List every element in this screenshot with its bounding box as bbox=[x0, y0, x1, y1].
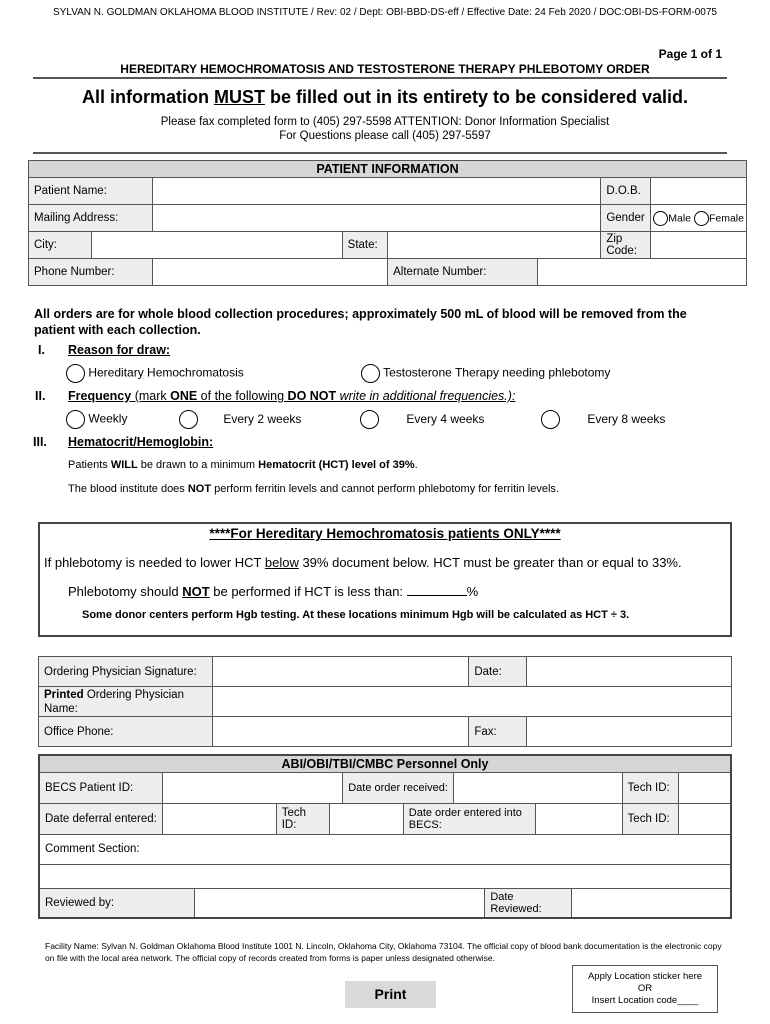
patient-info-table bbox=[28, 160, 747, 286]
frequency-label: Every 8 weeks bbox=[587, 411, 666, 426]
zip-field[interactable] bbox=[651, 232, 747, 259]
becs-patient-id-label: BECS Patient ID: bbox=[39, 772, 162, 803]
mailing-address-label: Mailing Address: bbox=[29, 205, 153, 232]
reason-option-testosterone[interactable] bbox=[361, 364, 610, 383]
phone-label: Phone Number: bbox=[29, 259, 153, 286]
tech-id-field[interactable] bbox=[679, 772, 731, 803]
hemochromatosis-radio[interactable] bbox=[66, 364, 85, 383]
frequency-option-4-weeks[interactable] bbox=[360, 410, 484, 429]
state-field[interactable] bbox=[388, 232, 601, 259]
alternate-number-field[interactable] bbox=[537, 259, 746, 286]
physician-table bbox=[38, 656, 732, 747]
deferral-date-field[interactable] bbox=[162, 803, 276, 834]
reviewed-by-label: Reviewed by: bbox=[39, 888, 195, 918]
physician-signature-field[interactable] bbox=[212, 657, 469, 687]
divider bbox=[33, 77, 727, 79]
tech-id-field[interactable] bbox=[679, 803, 731, 834]
date-received-label: Date order received: bbox=[343, 772, 454, 803]
dob-label: D.O.B. bbox=[601, 178, 651, 205]
section-header: PATIENT INFORMATION bbox=[29, 161, 747, 178]
physician-name-label: Printed Ordering Physician Name: bbox=[39, 687, 213, 717]
zip-label: Zip Code: bbox=[601, 232, 651, 259]
orders-intro: All orders are for whole blood collection procedures; approximately 500 mL of blood will be removed from the patient with each collection. bbox=[34, 307, 687, 337]
hct-threshold-input[interactable] bbox=[407, 583, 467, 596]
frequency-label: Every 2 weeks bbox=[223, 411, 302, 426]
validity-heading: All information MUST be filled out in its entirety to be considered valid. bbox=[81, 87, 689, 107]
alternate-number-label: Alternate Number: bbox=[388, 259, 537, 286]
fax-field[interactable] bbox=[527, 717, 732, 747]
dob-field[interactable] bbox=[651, 178, 747, 205]
patient-name-label: Patient Name: bbox=[29, 178, 153, 205]
section-header: ABI/OBI/TBI/CMBC Personnel Only bbox=[39, 755, 731, 772]
female-radio[interactable] bbox=[694, 211, 709, 226]
frequency-heading: Frequency (mark ONE of the following DO NOT write in additional frequencies.): bbox=[68, 389, 516, 403]
city-field[interactable] bbox=[92, 232, 342, 259]
ferritin-note: The blood institute does NOT perform ferritin levels and cannot perform phlebotomy for ferritin levels. bbox=[68, 483, 559, 495]
section-number: I. bbox=[38, 343, 45, 357]
reason-heading: Reason for draw: bbox=[68, 343, 171, 357]
physician-name-field[interactable] bbox=[212, 687, 731, 717]
patient-name-field[interactable] bbox=[153, 178, 601, 205]
city-label: City: bbox=[29, 232, 92, 259]
tech-id-label: Tech ID: bbox=[622, 803, 679, 834]
hematocrit-heading: Hematocrit/Hemoglobin: bbox=[68, 435, 214, 449]
female-label: Female bbox=[708, 211, 744, 224]
male-radio[interactable] bbox=[653, 211, 668, 226]
reason-label: Testosterone Therapy needing phlebotomy bbox=[383, 365, 611, 380]
facility-footer: Facility Name: Sylvan N. Goldman Oklahoma Blood Institute 1001 N. Lincoln, Oklahoma City, Oklahoma 73104. The official copy of blood bank documentation is the electronic copy on file with the local area network. The official copy of records created from forms is paper unless designated otherwise. bbox=[45, 941, 722, 963]
location-sticker-box[interactable] bbox=[572, 965, 718, 1013]
section-number: III. bbox=[33, 435, 47, 449]
section-number: II. bbox=[35, 389, 46, 403]
document-control-line: SYLVAN N. GOLDMAN OKLAHOMA BLOOD INSTITUTE / Rev: 02 / Dept: OBI-BBD-DS-eff / Effective Date: 24 Feb 2020 / DOC:OBI-DS-FORM-0075 bbox=[53, 7, 717, 18]
hct-lower-instruction: If phlebotomy is needed to lower HCT below 39% document below. HCT must be greater than or equal to 33%. bbox=[44, 555, 682, 570]
reviewed-by-field[interactable] bbox=[195, 888, 485, 918]
testosterone-radio[interactable] bbox=[361, 364, 380, 383]
date-reviewed-label: Date Reviewed: bbox=[485, 888, 572, 918]
frequency-label: Every 4 weeks bbox=[406, 411, 485, 426]
every-4-weeks-radio[interactable] bbox=[360, 410, 379, 429]
male-label: Male bbox=[668, 211, 692, 224]
print-button[interactable]: Print bbox=[345, 981, 436, 1008]
gender-label: Gender bbox=[601, 205, 651, 232]
becs-patient-id-field[interactable] bbox=[162, 772, 342, 803]
every-2-weeks-radio[interactable] bbox=[179, 410, 198, 429]
reason-label: Hereditary Hemochromatosis bbox=[88, 365, 244, 380]
every-8-weeks-radio[interactable] bbox=[541, 410, 560, 429]
date-received-field[interactable] bbox=[453, 772, 622, 803]
becs-entry-date-label: Date order entered into BECS: bbox=[403, 803, 535, 834]
deferral-date-label: Date deferral entered: bbox=[39, 803, 162, 834]
reason-option-hemochromatosis[interactable] bbox=[66, 364, 244, 383]
hemochromatosis-box bbox=[38, 522, 732, 637]
frequency-option-8-weeks[interactable] bbox=[541, 410, 665, 429]
frequency-option-2-weeks[interactable] bbox=[179, 410, 301, 429]
hemochromatosis-title: ****For Hereditary Hemochromatosis patients ONLY**** bbox=[209, 526, 561, 541]
office-phone-label: Office Phone: bbox=[39, 717, 213, 747]
fax-label: Fax: bbox=[469, 717, 527, 747]
frequency-label: Weekly bbox=[88, 411, 128, 426]
questions-line: For Questions please call (405) 297-5597 bbox=[279, 130, 491, 142]
mailing-address-field[interactable] bbox=[153, 205, 601, 232]
weekly-radio[interactable] bbox=[66, 410, 85, 429]
sticker-line: Apply Location sticker here bbox=[587, 971, 703, 982]
hgb-note: Some donor centers perform Hgb testing. At these locations minimum Hgb will be calculated as HCT ÷ 3. bbox=[82, 609, 630, 621]
tech-id-label: Tech ID: bbox=[276, 803, 329, 834]
date-field[interactable] bbox=[527, 657, 732, 687]
personnel-table bbox=[38, 754, 732, 919]
comment-section-label: Comment Section: bbox=[39, 834, 731, 864]
hct-threshold-line: Phlebotomy should NOT be performed if HCT is less than: % bbox=[68, 584, 479, 599]
divider bbox=[33, 152, 727, 154]
page-number: Page 1 of 1 bbox=[658, 47, 722, 61]
phone-field[interactable] bbox=[153, 259, 388, 286]
state-label: State: bbox=[342, 232, 387, 259]
gender-options bbox=[651, 205, 747, 232]
frequency-option-weekly[interactable] bbox=[66, 410, 127, 429]
sticker-line: OR bbox=[637, 983, 653, 994]
date-label: Date: bbox=[469, 657, 527, 687]
tech-id-field[interactable] bbox=[329, 803, 403, 834]
fax-instructions bbox=[0, 115, 770, 143]
office-phone-field[interactable] bbox=[212, 717, 469, 747]
form-title: HEREDITARY HEMOCHROMATOSIS AND TESTOSTERONE THERAPY PHLEBOTOMY ORDER bbox=[120, 62, 650, 76]
date-reviewed-field[interactable] bbox=[572, 888, 731, 918]
comment-field[interactable] bbox=[39, 864, 731, 888]
becs-entry-date-field[interactable] bbox=[535, 803, 622, 834]
hct-minimum-note: Patients WILL be drawn to a minimum Hematocrit (HCT) level of 39%. bbox=[68, 459, 418, 471]
physician-signature-label: Ordering Physician Signature: bbox=[39, 657, 213, 687]
sticker-line: Insert Location code____ bbox=[591, 995, 699, 1006]
tech-id-label: Tech ID: bbox=[622, 772, 679, 803]
fax-line: Please fax completed form to (405) 297-5598 ATTENTION: Donor Information Specialist bbox=[160, 116, 610, 128]
